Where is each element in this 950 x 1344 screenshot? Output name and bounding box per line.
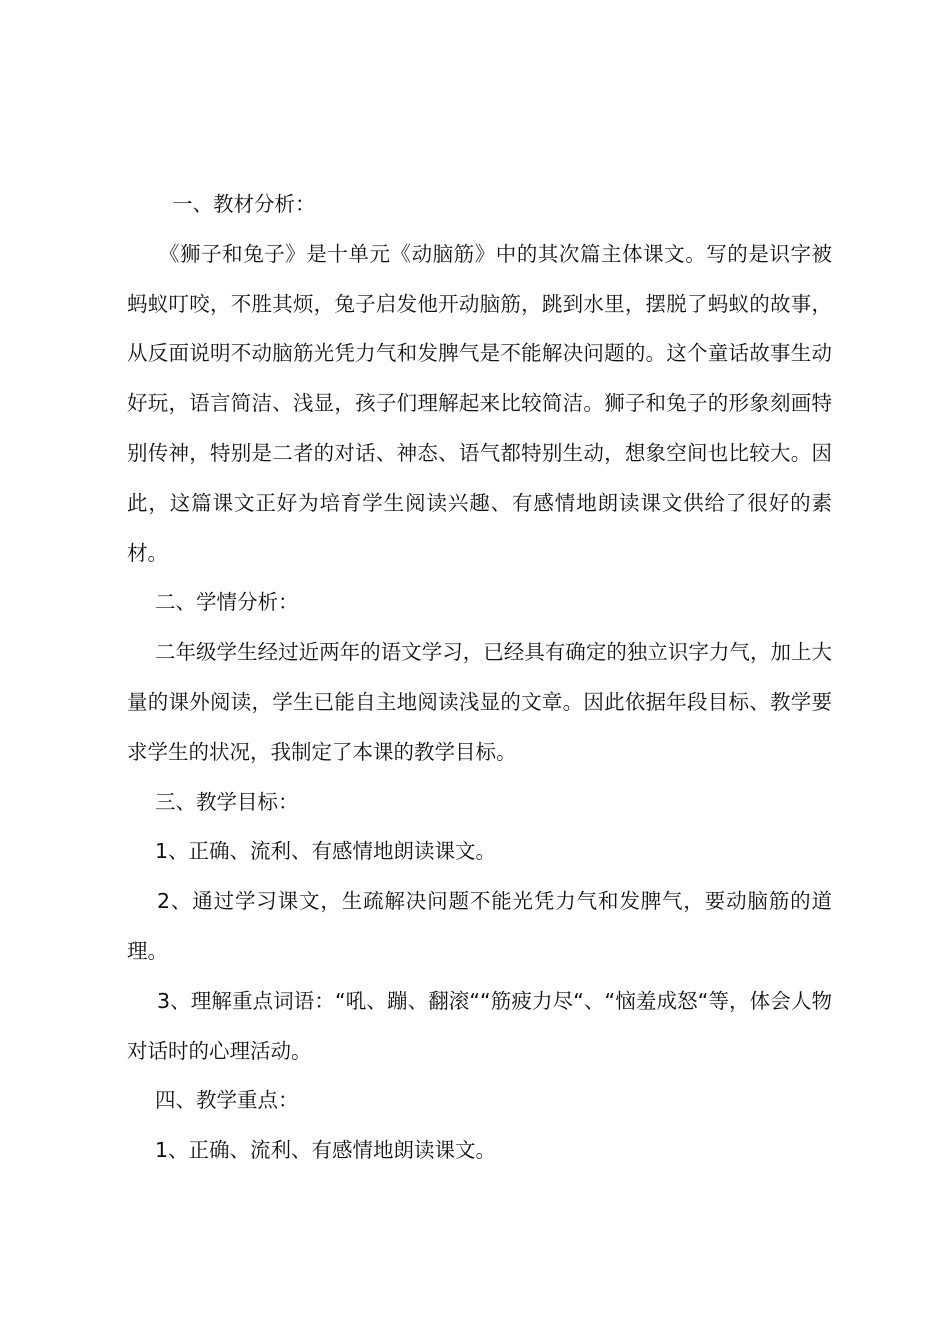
section-heading-textbook-analysis: 一、教材分析： [172, 192, 316, 216]
section-heading-teaching-focus: 四、教学重点： [155, 1088, 299, 1113]
section-heading-teaching-goals: 三、教学目标： [155, 789, 299, 814]
goal-item-2: 2、通过学习课文，生疏解决问题不能光凭力气和发脾气，要动脑筋的道理。 [127, 889, 832, 963]
paragraph-textbook-analysis: 《狮子和兔子》是十单元《动脑筋》中的其次篇主体课文。写的是识字被蚂蚁叮咬，不胜其烦，兔子启发他开动脑筋，跳到水里，摆脱了蚂蚁的故事，从反面说明不动脑筋光凭力气和发脾气是不能解决问题的。这个童话故事生动好玩，语言简洁、浅显，孩子们理解起来比较简洁。狮子和兔子的形象刻画特别传神，特别是二者的对话、神态、语气都特别生动，想象空间也比较大。因此，这篇课文正好为培育学生阅读兴趣、有感情地朗读课文供给了很好的素材。 [127, 241, 832, 565]
goal-item-3: 3、理解重点词语：“吼、蹦、翻滚““筋疲力尽“、“恼羞成怒“等，体会人物对话时的心理活动。 [127, 988, 832, 1063]
document-body [127, 180, 832, 1176]
focus-item-1: 1、正确、流利、有感情地朗读课文。 [155, 1138, 497, 1163]
paragraph-student-analysis: 二年级学生经过近两年的语文学习，已经具有确定的独立识字力气，加上大量的课外阅读，学生已能自主地阅读浅显的文章。因此依据年段目标、教学要求学生的状况，我制定了本课的教学目标。 [127, 640, 832, 764]
goal-item-1: 1、正确、流利、有感情地朗读课文。 [155, 839, 497, 864]
section-heading-student-analysis: 二、学情分析： [155, 590, 299, 615]
